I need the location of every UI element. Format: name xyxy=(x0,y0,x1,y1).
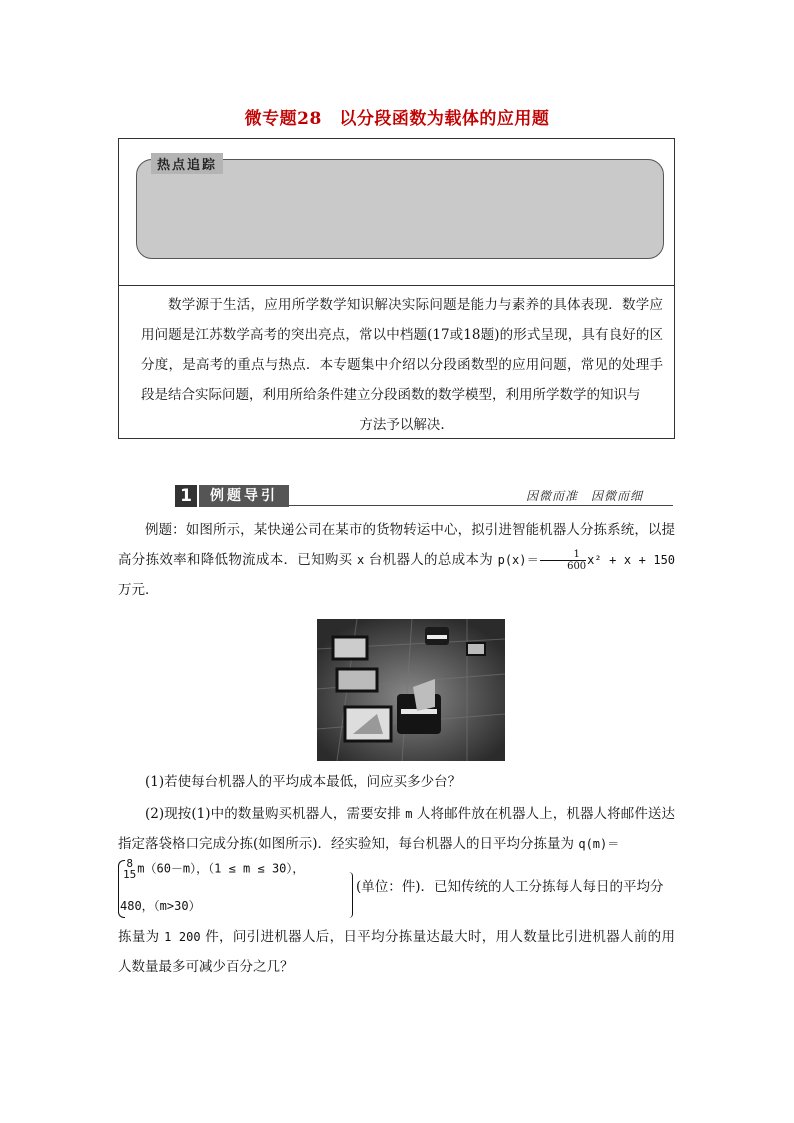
q2-part-d: 件，问引进机器人后，日平均分拣量达最大时，用人数量比引进机器人前的用人数量最多可减少百分之几？ xyxy=(118,929,676,975)
section-number: 1 xyxy=(175,485,197,507)
piece-fraction xyxy=(123,858,136,880)
box-divider xyxy=(119,285,674,286)
right-bracket xyxy=(348,872,353,918)
question-2-continued xyxy=(118,922,675,982)
hot-topic-box xyxy=(118,138,675,439)
intro-paragraph xyxy=(141,290,663,440)
piece-row-1 xyxy=(122,858,304,880)
q-lhs: q(m)＝ xyxy=(578,837,620,851)
hot-topic-panel xyxy=(136,159,664,259)
intro-text: 数学源于生活，应用所学数学知识解决实际问题是能力与素养的具体表现．数学应用问题是江苏数学高考的突出亮点，常以中档题(17或18题)的形式呈现，具有良好的区分度，是高考的重点与热点．本专题集中介绍以分段函数型的应用问题，常见的处理手段是结合实际问题，利用所给条件建立分段函数的数学模型，利用所学数学的知识与 xyxy=(141,297,663,403)
fraction-numerator: 1 xyxy=(540,549,586,561)
p-lhs: p(x)＝ xyxy=(497,553,540,567)
section-motto: 因微而准 因微而细 xyxy=(525,489,643,503)
q2-part-a: (2)现按(1)中的数量购买机器人，需要安排 xyxy=(145,806,401,822)
section-title: 例题导引 xyxy=(199,485,289,507)
piece-numerator: 8 xyxy=(126,857,133,870)
var-m: m xyxy=(405,807,413,821)
q2-number: 1 200 xyxy=(164,930,201,944)
section-rule xyxy=(289,505,673,506)
example-mid: 台机器人的总成本为 xyxy=(368,552,493,568)
q2-part-c: 拣量为 xyxy=(118,929,160,945)
piecewise-function xyxy=(118,858,675,920)
piece-row-2: 480，（m>30） xyxy=(120,899,201,913)
piece-after-text: (单位：件)．已知传统的人工分拣每人每日的平均分 xyxy=(356,879,664,895)
page-title: 微专题28 以分段函数为载体的应用题 xyxy=(244,109,550,129)
robot-photo-graphic xyxy=(317,619,505,761)
cost-fraction xyxy=(540,549,586,572)
q2-part-b: 人将邮件放在机器人上，机器人将邮件送达指定落袋格口完成分拣(如图所示)．经实验知，每台机器人的日平均分拣量为 xyxy=(118,806,676,852)
question-2 xyxy=(118,799,675,859)
hot-topic-label: 热点追踪 xyxy=(151,153,223,174)
robot-sorting-photo xyxy=(317,619,505,761)
var-x: x xyxy=(357,553,365,567)
intro-last-line: 方法予以解决. xyxy=(359,417,445,433)
fraction-denominator: 600 xyxy=(567,561,587,572)
example-intro: 例题：如图所示，某快递公司在某市的货物转运中心，拟引进智能机器人分拣系统，以提高分拣效率和降低物流成本．已知购买 xyxy=(118,522,675,568)
piece-expr-1: m（60－m），（1 ≤ m ≤ 30）， xyxy=(137,861,305,876)
section-header xyxy=(175,485,673,511)
question-1: (1)若使每台机器人的平均成本最低，问应买多少台？ xyxy=(145,774,462,790)
cost-unit: 万元． xyxy=(118,582,159,598)
example-paragraph xyxy=(118,515,675,605)
p-rest: x² + x + 150 xyxy=(587,553,676,567)
piece-denominator: 15 xyxy=(123,868,137,881)
